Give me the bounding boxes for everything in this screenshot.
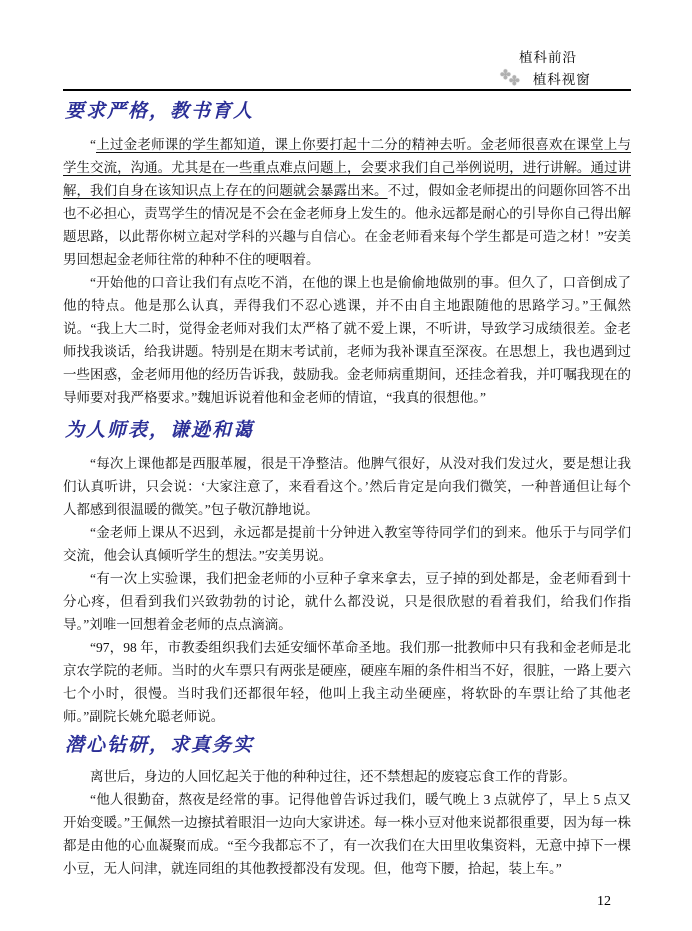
paragraph: “金老师上课从不迟到，永远都是提前十分钟进入教室等待同学们的到来。他乐于与同学们交流，他会认真倾听学生的想法。”安美男说。 (63, 525, 631, 563)
four-petal-star-icon: ✤ (508, 73, 520, 88)
header-rule (63, 89, 631, 91)
page-header (500, 68, 591, 88)
paragraph: “97，98 年，市教委组织我们去延安缅怀革命圣地。我们那一批教师中只有我和金老师是北京农学院的老师。当时的火车票只有两张是硬座，硬座车厢的条件相当不好，很脏，一路上要六七个小时，很慢。当时我们还都很年轻，他叫上我主动坐硬座，将软卧的车票让给了其他老师。”副院长姚允聪老师说。 (63, 640, 631, 724)
header-title-line2: 植科视窗 (532, 72, 591, 87)
four-petal-star-icon: ✤ (500, 67, 511, 82)
paragraph: “开始他的口音让我们有点吃不消，在他的课上也是偷偷地做别的事。但久了，口音倒成了他的特点。他是那么认真，弄得我们不忍心逃课，并不由自主地跟随他的思路学习。”王佩然说。“我上大二时，觉得金老师对我们太严格了就不爱上课，不听讲，导致学习成绩很差。金老师找我谈话，给我讲题。特别是在期末考试前，老师为我补课直至深夜。在思想上，我也遇到过一些困惑，金老师用他的经历告诉我，鼓励我。金老师病重期间，还挂念着我，并叮嘱我现在的导师要对我严格要求。”魏旭诉说着他和金老师的情谊，“我真的很想他。” (63, 275, 631, 405)
paragraph-text: 不过，假如金老师提出的问题你回答不出也不必担心，责骂学生的情况是不会在金老师身上发生的。他永远都是耐心的引导你自己得出解题思路，以此帮你树立起对学科的兴趣与自信心。在金老师看来每个学生都是可造之材！”安美男回想起金老师往常的种种不住的哽咽着。 (63, 183, 632, 267)
paragraph (63, 133, 631, 271)
open-quote: “ (90, 137, 96, 152)
page-content (63, 96, 631, 880)
section-heading-2: 为人师表，谦逊和蔼 (65, 419, 255, 441)
paragraph: “每次上课他都是西服革履，很是干净整洁。他脾气很好，从没对我们发过火，要是想让我们认真听讲，只会说：‘大家注意了，来看看这个。’然后肯定是向我们微笑，一种普通但让每个人都感到很温暖的微笑。”包子敬沉静地说。 (63, 456, 631, 517)
underlined-text: 上过金老师课的学生都知道，课上你要打起十二分的精神去听。金老师很喜欢在课堂上与学生交流，沟通。尤其是在一些重点难点问题上，会要求我们自己举例说明，进行讲解。通过讲解，我们自身在该知识点上存在的问题就会暴露出来。 (63, 137, 631, 198)
header-title-line1: 植科前沿 (519, 50, 577, 65)
section-heading-3: 潜心钻研，求真务实 (65, 734, 255, 756)
paragraph: “有一次上实验课，我们把金老师的小豆种子拿来拿去，豆子掉的到处都是，金老师看到十分心疼，但看到我们兴致勃勃的讨论，就什么都没说，只是很欣慰的看着我们，给我们作指导。”刘唯一回想着金老师的点点滴滴。 (63, 571, 631, 632)
section-heading-1: 要求严格，教书育人 (65, 100, 255, 122)
page-number: 12 (597, 894, 611, 909)
paragraph: “他人很勤奋，熬夜是经常的事。记得他曾告诉过我们，暖气晚上 3 点就停了，早上 5 点又开始变暖。”王佩然一边擦拭着眼泪一边向大家讲述。每一株小豆对他来说都很重要，因为每一株都是由他的心血凝聚而成。“至今我都忘不了，有一次我们在大田里收集资料，无意中掉下一棵小豆，无人问津，就连同组的其他教授都没有发现。但，他弯下腰，拾起，装上车。” (63, 792, 631, 876)
paragraph: 离世后，身边的人回忆起关于他的种种过往，还不禁想起的废寝忘食工作的背影。 (90, 769, 576, 784)
